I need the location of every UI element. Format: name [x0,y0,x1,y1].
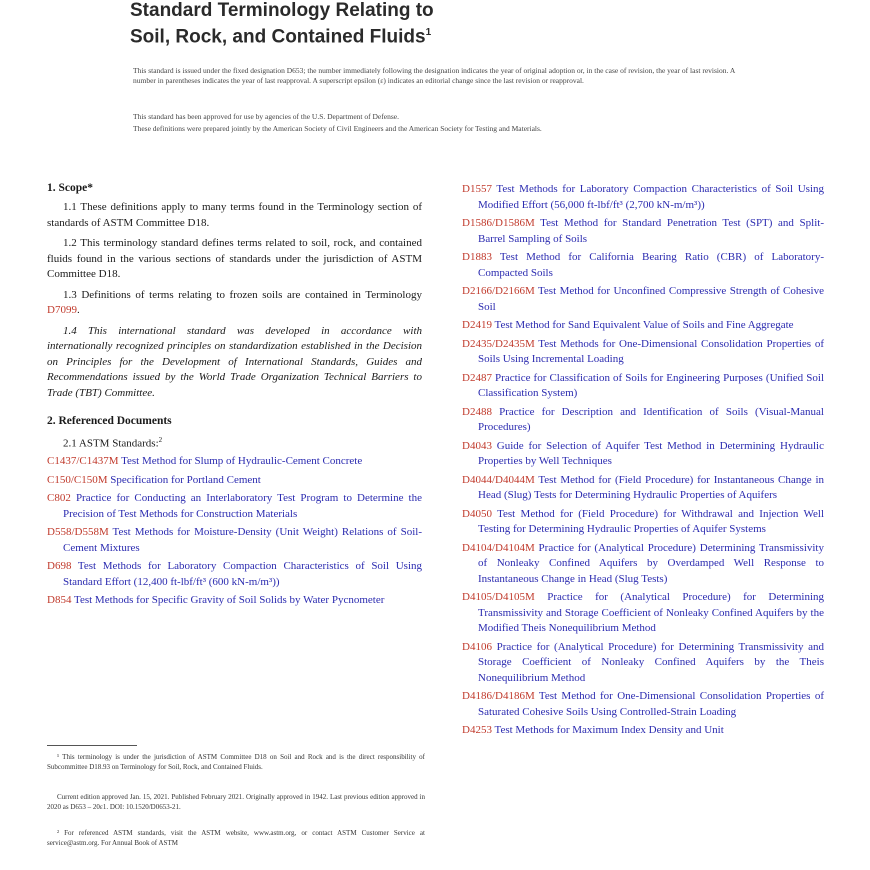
reference-title-link[interactable]: Test Method for Sand Equivalent Value of Soils and Fine Aggregate [491,319,794,331]
reference-entry [462,473,824,504]
reference-code-link[interactable]: D4105/D4105M [462,591,535,603]
left-reference-list [47,454,422,609]
reference-entry [462,216,824,247]
reference-code-link[interactable]: D4043 [462,439,492,452]
reference-title-link[interactable]: Practice for Description and Identification of Soils (Visual-Manual Procedures) [478,405,824,433]
reference-code-link[interactable]: C802 [47,492,71,505]
footnote-2: ² For referenced ASTM standards, visit the ASTM website, www.astm.org, or contact ASTM Customer Service at service@astm.org. For Annual Book of ASTM [47,829,425,847]
reference-title-link[interactable]: Practice for (Analytical Procedure) for Determining Transmissivity and Storage Coefficient of Nonleaky Confined Aquifers by the Modified Theis Nonequilibrium Method [478,591,824,634]
reference-title-link[interactable]: Test Method for (Field Procedure) for Withdrawal and Injection Well Testing for Determining Hydraulic Properties of Aquifer Systems [478,507,824,535]
reference-code-link[interactable]: D2166/D2166M [462,285,535,297]
reference-title-link[interactable]: Test Method for Slump of Hydraulic-Cement Concrete [118,455,363,468]
reference-entry [462,318,824,334]
reference-title-link[interactable]: Practice for Classification of Soils for Engineering Purposes (Unified Soil Classification System) [478,371,824,399]
reference-entry [462,182,824,213]
reference-code-link[interactable]: D4050 [462,507,492,520]
title-footnote-mark: 1 [425,27,432,38]
reference-title-link[interactable]: Test Method for Unconfined Compressive Strength of Cohesive Soil [478,285,824,313]
reference-title-link[interactable]: Practice for (Analytical Procedure) for Determining Transmissivity and Storage Coefficient of Nonleaky Confined Aquifers by the Theis Nonequilibrium Method [478,640,824,684]
reference-title-link[interactable]: Test Methods for Laboratory Compaction Characteristics of Soil Using Standard Effort (12,400 ft-lbf/ft³ (600 kN-m/m³)) [63,560,422,588]
right-reference-list [462,182,824,739]
reference-entry [47,454,422,470]
reference-code-link[interactable]: D1557 [462,183,492,195]
astm-standards-subheading: 2.1 ASTM Standards:$^2$ [63,436,163,450]
reference-title-link[interactable]: Practice for Conducting an Interlaboratory Test Program to Determine the Precision of Test Methods for Construction Materials [63,492,422,520]
reference-title-link[interactable]: Test Method for California Bearing Ratio (CBR) of Laboratory-Compacted Soils [478,251,824,279]
reference-entry [462,439,824,470]
reference-entry [47,525,422,556]
scope-para-1-1: 1.1 These definitions apply to many terms found in the Terminology section of standards of ASTM Committee D18. [47,201,422,229]
reference-title-link[interactable]: Guide for Selection of Aquifer Test Method in Determining Hydraulic Properties by Well Techniques [478,439,824,467]
reference-code-link[interactable]: D4044/D4044M [462,473,535,486]
reference-code-link[interactable]: C150/C150M [47,473,108,486]
footnote-1: ¹ This terminology is under the jurisdiction of ASTM Committee D18 on Soil and Rock and is the direct responsibility of Subcommittee D18.93 on Terminology for Soil, Rock, and Contained Fluids. [47,753,425,771]
footnote-1-edition: Current edition approved Jan. 15, 2021. Published February 2021. Originally approved in 1942. Last previous edition approved in 2020 as D653 – 20ε1. DOI: 10.1520/D0653-21. [47,793,425,811]
d7099-link[interactable]: D7099 [47,304,77,316]
reference-entry [47,491,422,522]
reference-title-link[interactable]: Test Method for Standard Penetration Test (SPT) and Split-Barrel Sampling of Soils [478,217,824,245]
reference-title-link[interactable]: Specification for Portland Cement [107,473,261,486]
reference-code-link[interactable]: D4104/D4104M [462,541,535,554]
reference-entry [462,250,824,281]
reference-entry [47,593,422,609]
reference-title-link[interactable]: Test Methods for Specific Gravity of Soil Solids by Water Pycnometer [71,594,385,607]
reference-entry [462,507,824,538]
section-scope-heading: 1. Scope* [47,182,93,194]
scope-para-1-2: 1.2 This terminology standard defines terms related to soil, rock, and contained fluids found in the various sections of standards under the jurisdiction of ASTM Committee D18. [47,237,422,280]
reference-title-link[interactable]: Test Methods for Moisture-Density (Unit Weight) Relations of Soil-Cement Mixtures [63,526,422,554]
reference-code-link[interactable]: D2435/D2435M [462,337,535,350]
joint-preparation-notice: These definitions were prepared jointly by the American Society of Civil Engineers and the American Society for Testing and Materials. [133,124,542,133]
reference-entry [462,541,824,588]
reference-entry [462,337,824,368]
reference-title-link[interactable]: Practice for (Analytical Procedure) Determining Transmissivity of Nonleaky Confined Aquifers by Overdamped Well Response to Instantaneous Change in Head (Slug Tests) [478,541,824,585]
reference-code-link[interactable]: D4186/D4186M [462,690,535,702]
left-column [47,182,422,612]
title-line-1: Standard Terminology Relating to [130,0,434,21]
scope-para-1-4: 1.4 This international standard was developed in accordance with internationally recognized principles on standardization established in the Decision on Principles for the Development of International Standards, Guides and Recommendations issued by the World Trade Organization Technical Barriers to Trade (TBT) Committee. [47,324,422,399]
designation-notice: This standard is issued under the fixed designation D653; the number immediately following the designation indicates the year of original adoption or, in the case of revision, the year of last revision. A number in parentheses indicates the year of last reapproval. A superscript epsilon (ε) indicates an editorial change since the last revision or reapproval. [133,66,735,85]
reference-code-link[interactable]: D4253 [462,724,492,736]
reference-entry [462,689,824,720]
reference-title-link[interactable]: Test Method for One-Dimensional Consolidation Properties of Saturated Cohesive Soils Using Controlled-Strain Loading [478,690,824,718]
reference-entry [462,371,824,402]
reference-title-link[interactable]: Test Methods for Maximum Index Density and Unit [491,724,724,736]
reference-title-link[interactable]: Test Methods for One-Dimensional Consolidation Properties of Soils Using Incremental Loading [478,337,824,365]
reference-code-link[interactable]: D854 [47,594,72,607]
reference-title-link[interactable]: Test Method for (Field Procedure) for Instantaneous Change in Head (Slug) Tests for Determining Hydraulic Properties of Aquifers [478,473,824,501]
reference-code-link[interactable]: D2488 [462,405,492,418]
reference-code-link[interactable]: D558/D558M [47,526,109,539]
reference-title-link[interactable]: Test Methods for Laboratory Compaction Characteristics of Soil Using Modified Effort (56,000 ft-lbf/ft³ (2,700 kN-m/m³)) [478,183,824,211]
reference-entry [47,559,422,590]
document-title [130,0,434,48]
footnote-divider [47,745,137,746]
title-line-2: Soil, Rock, and Contained Fluids$^1$ [130,26,432,48]
reference-code-link[interactable]: D4106 [462,640,492,653]
reference-code-link[interactable]: D1586/D1586M [462,217,535,229]
reference-entry [462,405,824,436]
reference-code-link[interactable]: D2487 [462,371,492,384]
reference-entry [47,473,422,489]
reference-code-link[interactable]: C1437/C1437M [47,455,119,468]
reference-entry [462,590,824,637]
section-referenced-documents-heading: 2. Referenced Documents [47,415,172,427]
reference-entry [462,723,824,739]
dod-approval-notice: This standard has been approved for use by agencies of the U.S. Department of Defense. [133,112,399,121]
reference-entry [462,284,824,315]
right-column [462,182,824,742]
reference-code-link[interactable]: D698 [47,560,72,573]
reference-entry [462,640,824,687]
reference-code-link[interactable]: D1883 [462,251,492,263]
reference-code-link[interactable]: D2419 [462,319,492,331]
scope-para-1-3: 1.3 Definitions of terms relating to frozen soils are contained in Terminology D7099. [47,288,422,316]
